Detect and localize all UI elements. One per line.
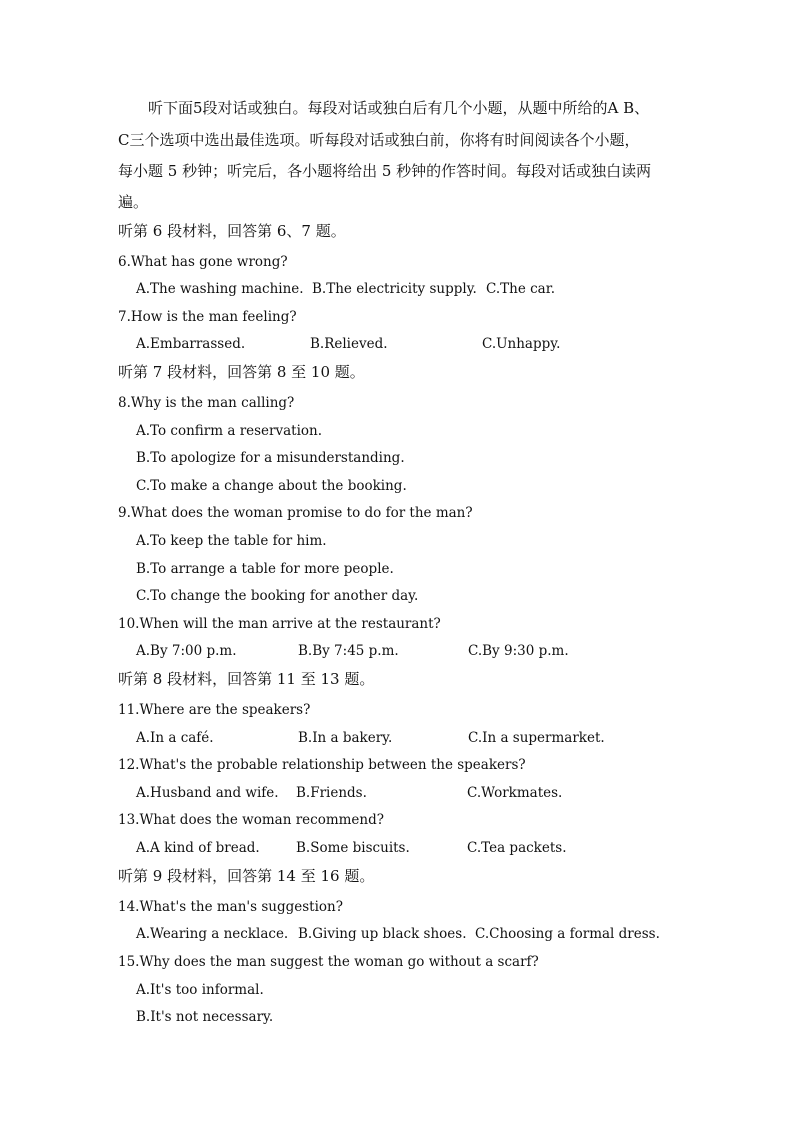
option-c: C.Unhappy. bbox=[482, 336, 561, 352]
option-a: A.By 7:00 p.m. bbox=[136, 643, 237, 659]
option-b: B.It's not necessary. bbox=[136, 1009, 274, 1025]
question-text: 13.What does the woman recommend? bbox=[118, 812, 384, 828]
option-b: B.To apologize for a misunderstanding. bbox=[136, 450, 405, 466]
question-text: 10.When will the man arrive at the restaurant? bbox=[118, 616, 441, 632]
option-b: B.Friends. bbox=[296, 785, 367, 801]
option-b: B.Some biscuits. bbox=[296, 840, 410, 856]
option-a: A.In a café. bbox=[136, 730, 214, 746]
option-b: B.To arrange a table for more people. bbox=[136, 561, 394, 577]
option-b: B.Giving up black shoes. bbox=[298, 926, 467, 942]
option-a: A.It's too informal. bbox=[136, 982, 264, 998]
option-b: B.In a bakery. bbox=[298, 730, 393, 746]
intro-line-1: 听下面5段对话或独白。每段对话或独白后有几个小题，从题中所给的A B、 bbox=[118, 99, 650, 117]
question-text: 14.What's the man's suggestion? bbox=[118, 899, 343, 915]
intro-line-2: C三个选项中选出最佳选项。听每段对话或独白前，你将有时间阅读各个小题， bbox=[118, 131, 640, 149]
option-c: C.Choosing a formal dress. bbox=[475, 926, 660, 942]
option-a: A.Embarrassed. bbox=[136, 336, 246, 352]
question-text: 11.Where are the speakers? bbox=[118, 702, 311, 718]
question-text: 6.What has gone wrong? bbox=[118, 254, 288, 270]
option-c: C.By 9:30 p.m. bbox=[468, 643, 569, 659]
intro-line-4: 遍。 bbox=[118, 193, 149, 211]
question-text: 8.Why is the man calling? bbox=[118, 395, 295, 411]
option-a: A.To keep the table for him. bbox=[136, 533, 327, 549]
section-heading: 听第 9 段材料，回答第 14 至 16 题。 bbox=[118, 867, 375, 885]
option-b: B.The electricity supply. bbox=[312, 281, 477, 297]
option-c: C.Tea packets. bbox=[467, 840, 567, 856]
question-text: 12.What's the probable relationship between the speakers? bbox=[118, 757, 526, 773]
option-c: C.To change the booking for another day. bbox=[136, 588, 419, 604]
section-heading: 听第 6 段材料，回答第 6、7 题。 bbox=[118, 222, 346, 240]
option-b: B.Relieved. bbox=[310, 336, 388, 352]
section-heading: 听第 8 段材料，回答第 11 至 13 题。 bbox=[118, 670, 375, 688]
section-heading: 听第 7 段材料，回答第 8 至 10 题。 bbox=[118, 363, 365, 381]
option-c: C.To make a change about the booking. bbox=[136, 478, 407, 494]
option-a: A.A kind of bread. bbox=[136, 840, 260, 856]
option-c: C.The car. bbox=[486, 281, 555, 297]
option-a: A.Husband and wife. bbox=[136, 785, 279, 801]
question-text: 9.What does the woman promise to do for the man? bbox=[118, 505, 473, 521]
option-c: C.Workmates. bbox=[467, 785, 563, 801]
question-text: 15.Why does the man suggest the woman go without a scarf? bbox=[118, 954, 539, 970]
option-a: A.The washing machine. bbox=[136, 281, 304, 297]
option-a: A.Wearing a necklace. bbox=[136, 926, 289, 942]
question-text: 7.How is the man feeling? bbox=[118, 309, 297, 325]
option-a: A.To confirm a reservation. bbox=[136, 423, 323, 439]
option-b: B.By 7:45 p.m. bbox=[298, 643, 399, 659]
intro-line-3: 每小题 5 秒钟；听完后，各小题将给出 5 秒钟的作答时间。每段对话或独白读两 bbox=[118, 162, 652, 180]
option-c: C.In a supermarket. bbox=[468, 730, 605, 746]
